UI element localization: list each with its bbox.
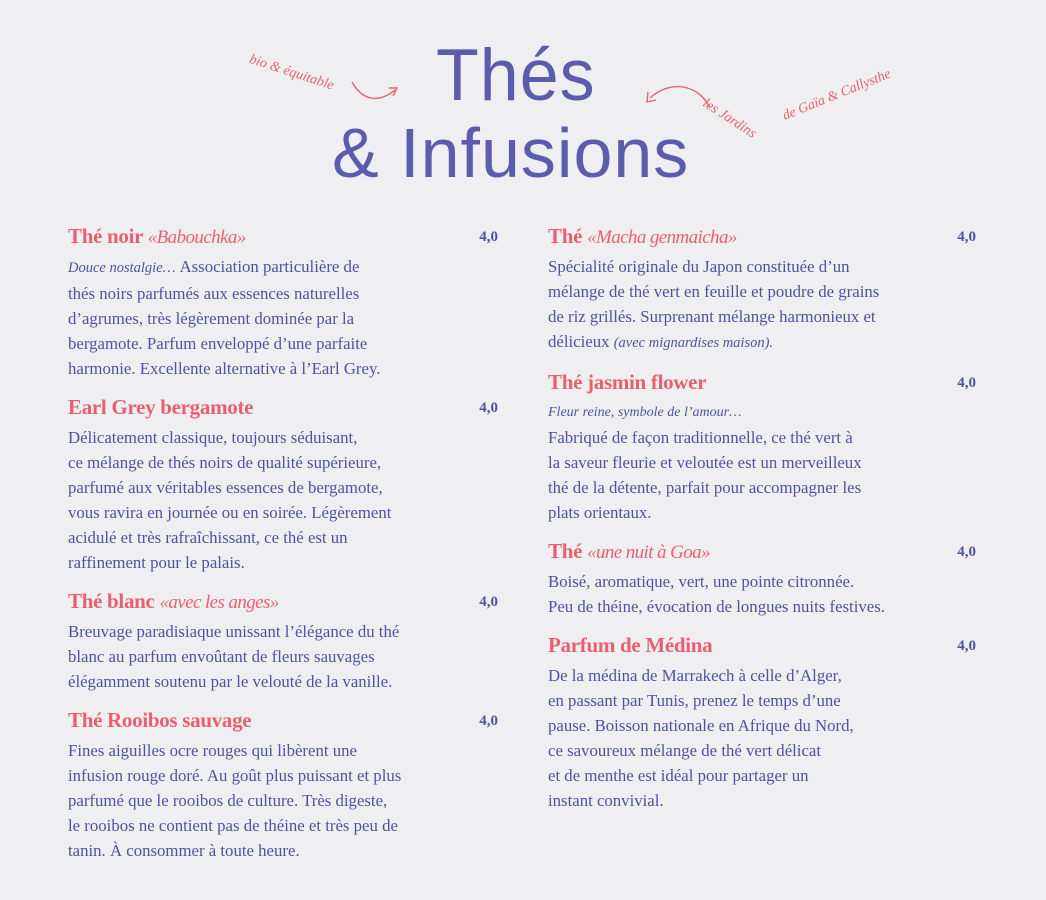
item-price: 4,0 [479,594,498,610]
page-title-line1: Thés [436,34,596,116]
item-name: Thé «Macha genmaicha» [548,224,737,248]
menu-item-the-blanc [68,589,498,694]
left-arrow-icon [352,82,395,98]
item-subtitle: «avec les anges» [159,592,279,613]
item-subtitle: «une nuit à Goa» [587,542,710,563]
page-title-line2: & Infusions [332,114,690,192]
menu-item-rooibos [68,708,498,863]
item-price: 4,0 [957,229,976,245]
item-name: Thé «une nuit à Goa» [548,539,710,563]
item-name: Thé Rooibos sauvage [68,708,252,732]
item-price: 4,0 [957,375,976,391]
menu-header [0,0,1046,210]
menu-item-the-noir [68,224,498,381]
menu-item-goa [548,539,976,619]
item-name: Parfum de Médina [548,633,713,657]
item-tagline: Douce nostalgie… [68,260,176,276]
item-description: Fleur reine, symbole de l’amour… Fabriqué de façon traditionnelle, ce thé vert à la saveur fleurie et veloutée est un merveilleux thé de la détente, parfait pour accompagner les plats orientaux. [548,400,976,525]
menu-column-right [548,224,976,827]
item-subtitle: «Babouchka» [147,227,246,248]
item-description: Breuvage paradisiaque unissant l’élégance du thé blanc au parfum envoûtant de fleurs sauvages élégamment soutenu par le velouté de la vanille. [68,622,400,691]
item-name: Earl Grey bergamote [68,395,254,419]
item-description: Fines aiguilles ocre rouges qui libèrent une infusion rouge doré. Au goût plus puissant et plus parfumé que le rooibos de culture. Très digeste, le rooibos ne contient pas de théine et très peu de tanin. À consommer à toute heure. [68,741,402,860]
item-description: Spécialité originale du Japon constituée d’un mélange de thé vert en feuille et poudre de grains de riz grillés. Surprenant mélange harmonieux et délicieux (avec mignardises maison). [548,257,880,351]
item-price: 4,0 [479,229,498,245]
menu-item-jasmin [548,370,976,525]
item-price: 4,0 [479,400,498,416]
item-note: (avec mignardises maison). [613,335,774,351]
item-description: Douce nostalgie… Association particulière de thés noirs parfumés aux essences naturelles d’agrumes, très légèrement dominée par la bergamote. Parfum enveloppé d’une parfaite harmonie. Excellente alternative à l’Earl Grey. [68,257,381,378]
menu-item-medina [548,633,976,813]
tag-bio-equitable: bio & équitable [247,52,336,94]
item-price: 4,0 [479,713,498,729]
menu-column-left [68,224,498,877]
item-price: 4,0 [957,638,976,654]
menu-item-macha [548,224,976,356]
item-description: De la médina de Marrakech à celle d’Alger, en passant par Tunis, prenez le temps d’une pause. Boisson nationale en Afrique du Nord, ce savoureux mélange de thé vert délicat et de menthe est idéal pour partager un instant convivial. [548,666,854,810]
item-tagline: Fleur reine, symbole de l’amour… [548,405,742,420]
item-price: 4,0 [957,544,976,560]
item-subtitle: «Macha genmaicha» [587,227,737,248]
tag-jardins-part2: de Gaïa & Callysthe [780,66,894,124]
item-name: Thé blanc «avec les anges» [68,589,279,613]
item-description: Boisé, aromatique, vert, une pointe citronnée. Peu de théine, évocation de longues nuits festives. [548,572,885,616]
tag-jardins-part1: les Jardins [699,96,759,142]
item-name: Thé noir «Babouchka» [68,224,246,248]
item-name: Thé jasmin flower [548,370,707,394]
item-description: Délicatement classique, toujours séduisant, ce mélange de thés noirs de qualité supérieure, parfumé aux véritables essences de bergamote, vous ravira en journée ou en soirée. Légèrement acidulé et très rafraîchissant, ce thé est un raffinement pour le palais. [68,428,392,572]
menu-item-earl-grey [68,395,498,575]
